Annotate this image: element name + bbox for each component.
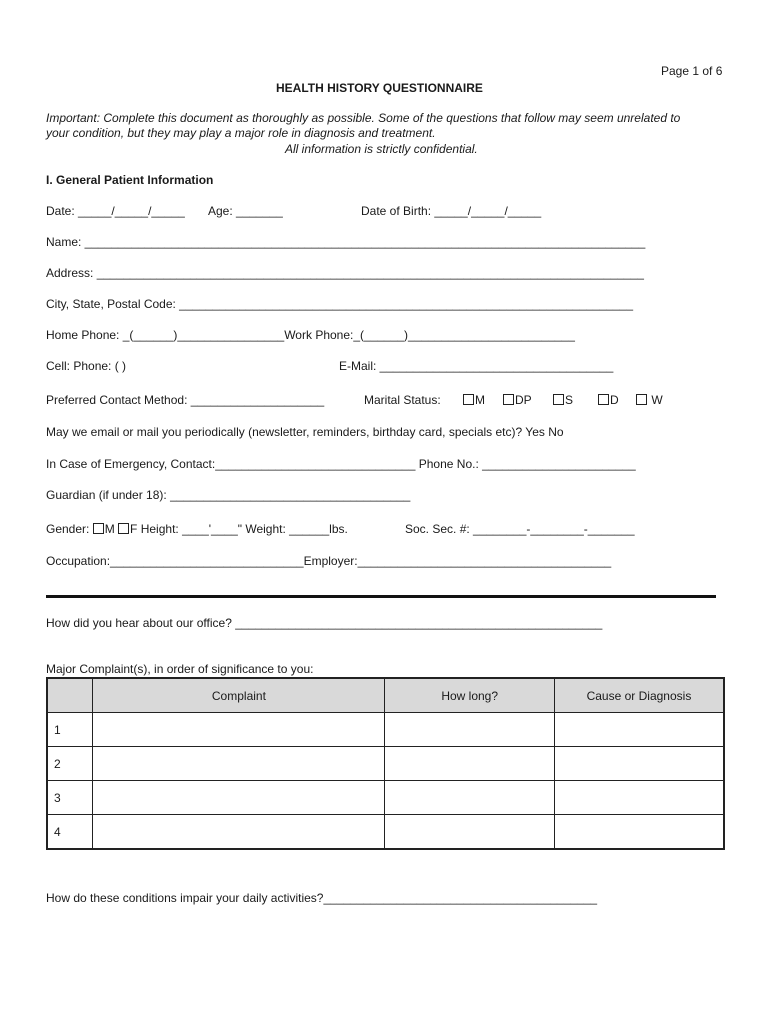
row-number: 2 [47, 747, 93, 781]
name-field[interactable]: Name: ____________________________________________________________________________________ [46, 235, 646, 249]
table-header-number [47, 678, 93, 713]
how-long-cell[interactable] [385, 781, 554, 815]
major-complaints-label: Major Complaint(s), in order of significance to you: [46, 662, 314, 676]
cause-cell[interactable] [554, 747, 724, 781]
complaint-cell[interactable] [93, 815, 385, 850]
row-number: 4 [47, 815, 93, 850]
intro-line-1: Important: Complete this document as thoroughly as possible. Some of the questions that follow may seem unrelated to [46, 111, 681, 125]
cause-cell[interactable] [554, 781, 724, 815]
checkbox-icon[interactable] [118, 523, 129, 534]
contact-method-field[interactable]: Preferred Contact Method: ____________________ [46, 393, 325, 407]
complaints-table [46, 677, 725, 850]
table-header-complaint: Complaint [93, 678, 385, 713]
intro-line-2: your condition, but they may play a major role in diagnosis and treatment. [46, 126, 436, 140]
city-state-postal-field[interactable]: City, State, Postal Code: ____________________________________________________________________ [46, 297, 633, 311]
how-long-cell[interactable] [385, 815, 554, 850]
table-row [47, 713, 724, 747]
address-field[interactable]: Address: __________________________________________________________________________________ [46, 266, 644, 280]
table-row [47, 781, 724, 815]
table-header-cause: Cause or Diagnosis [554, 678, 724, 713]
complaint-cell[interactable] [93, 713, 385, 747]
height-weight-fields[interactable]: F Height: ____'____" Weight: ______lbs. [130, 522, 348, 536]
gender-height-weight-row[interactable] [46, 522, 348, 536]
intro-line-3: All information is strictly confidential. [285, 142, 478, 156]
emergency-contact-field[interactable]: In Case of Emergency, Contact:______________________________ Phone No.: _______________________ [46, 457, 636, 471]
checkbox-icon[interactable] [93, 523, 104, 534]
checkbox-icon[interactable] [503, 394, 514, 405]
table-header-row [47, 678, 724, 713]
marital-status-label: Marital Status: [364, 393, 441, 407]
marital-option-w[interactable]: W [636, 393, 663, 407]
phone-fields[interactable]: Home Phone: _(______)________________Work Phone:_(______)_________________________ [46, 328, 575, 342]
section-divider [46, 595, 716, 598]
checkbox-icon[interactable] [598, 394, 609, 405]
cell-phone-field[interactable]: Cell: Phone: ( ) [46, 359, 127, 373]
date-field[interactable]: Date: _____/_____/_____ [46, 204, 185, 218]
soc-sec-field[interactable]: Soc. Sec. #: ________-________-_______ [405, 522, 635, 536]
page-number: Page 1 of 6 [661, 64, 723, 78]
dob-field[interactable]: Date of Birth: _____/_____/_____ [361, 204, 542, 218]
gender-m-label: M [104, 522, 115, 536]
referral-question[interactable]: How did you hear about our office? _______________________________________________________ [46, 616, 603, 630]
checkbox-icon[interactable] [636, 394, 647, 405]
marital-option-d[interactable]: D [598, 393, 619, 407]
table-row [47, 815, 724, 850]
row-number: 1 [47, 713, 93, 747]
guardian-field[interactable]: Guardian (if under 18): ____________________________________ [46, 488, 411, 502]
age-field[interactable]: Age: _______ [208, 204, 283, 218]
complaint-cell[interactable] [93, 781, 385, 815]
gender-label: Gender: [46, 522, 90, 536]
marital-option-m[interactable]: M [463, 393, 485, 407]
section-heading: I. General Patient Information [46, 173, 214, 187]
marital-option-s[interactable]: S [553, 393, 573, 407]
how-long-cell[interactable] [385, 713, 554, 747]
cause-cell[interactable] [554, 713, 724, 747]
checkbox-icon[interactable] [553, 394, 564, 405]
cause-cell[interactable] [554, 815, 724, 850]
table-header-how-long: How long? [385, 678, 554, 713]
marital-option-dp[interactable]: DP [503, 393, 532, 407]
row-number: 3 [47, 781, 93, 815]
email-field[interactable]: E-Mail: ___________________________________ [339, 359, 614, 373]
how-long-cell[interactable] [385, 747, 554, 781]
document-title: HEALTH HISTORY QUESTIONNAIRE [276, 81, 483, 95]
impairment-question[interactable]: How do these conditions impair your daily activities?_________________________________________ [46, 891, 598, 905]
mail-permission-question[interactable]: May we email or mail you periodically (newsletter, reminders, birthday card, specials etc)? Yes No [46, 425, 564, 439]
complaint-cell[interactable] [93, 747, 385, 781]
table-row [47, 747, 724, 781]
checkbox-icon[interactable] [463, 394, 474, 405]
occupation-employer-field[interactable]: Occupation:_____________________________Employer:______________________________________ [46, 554, 612, 568]
